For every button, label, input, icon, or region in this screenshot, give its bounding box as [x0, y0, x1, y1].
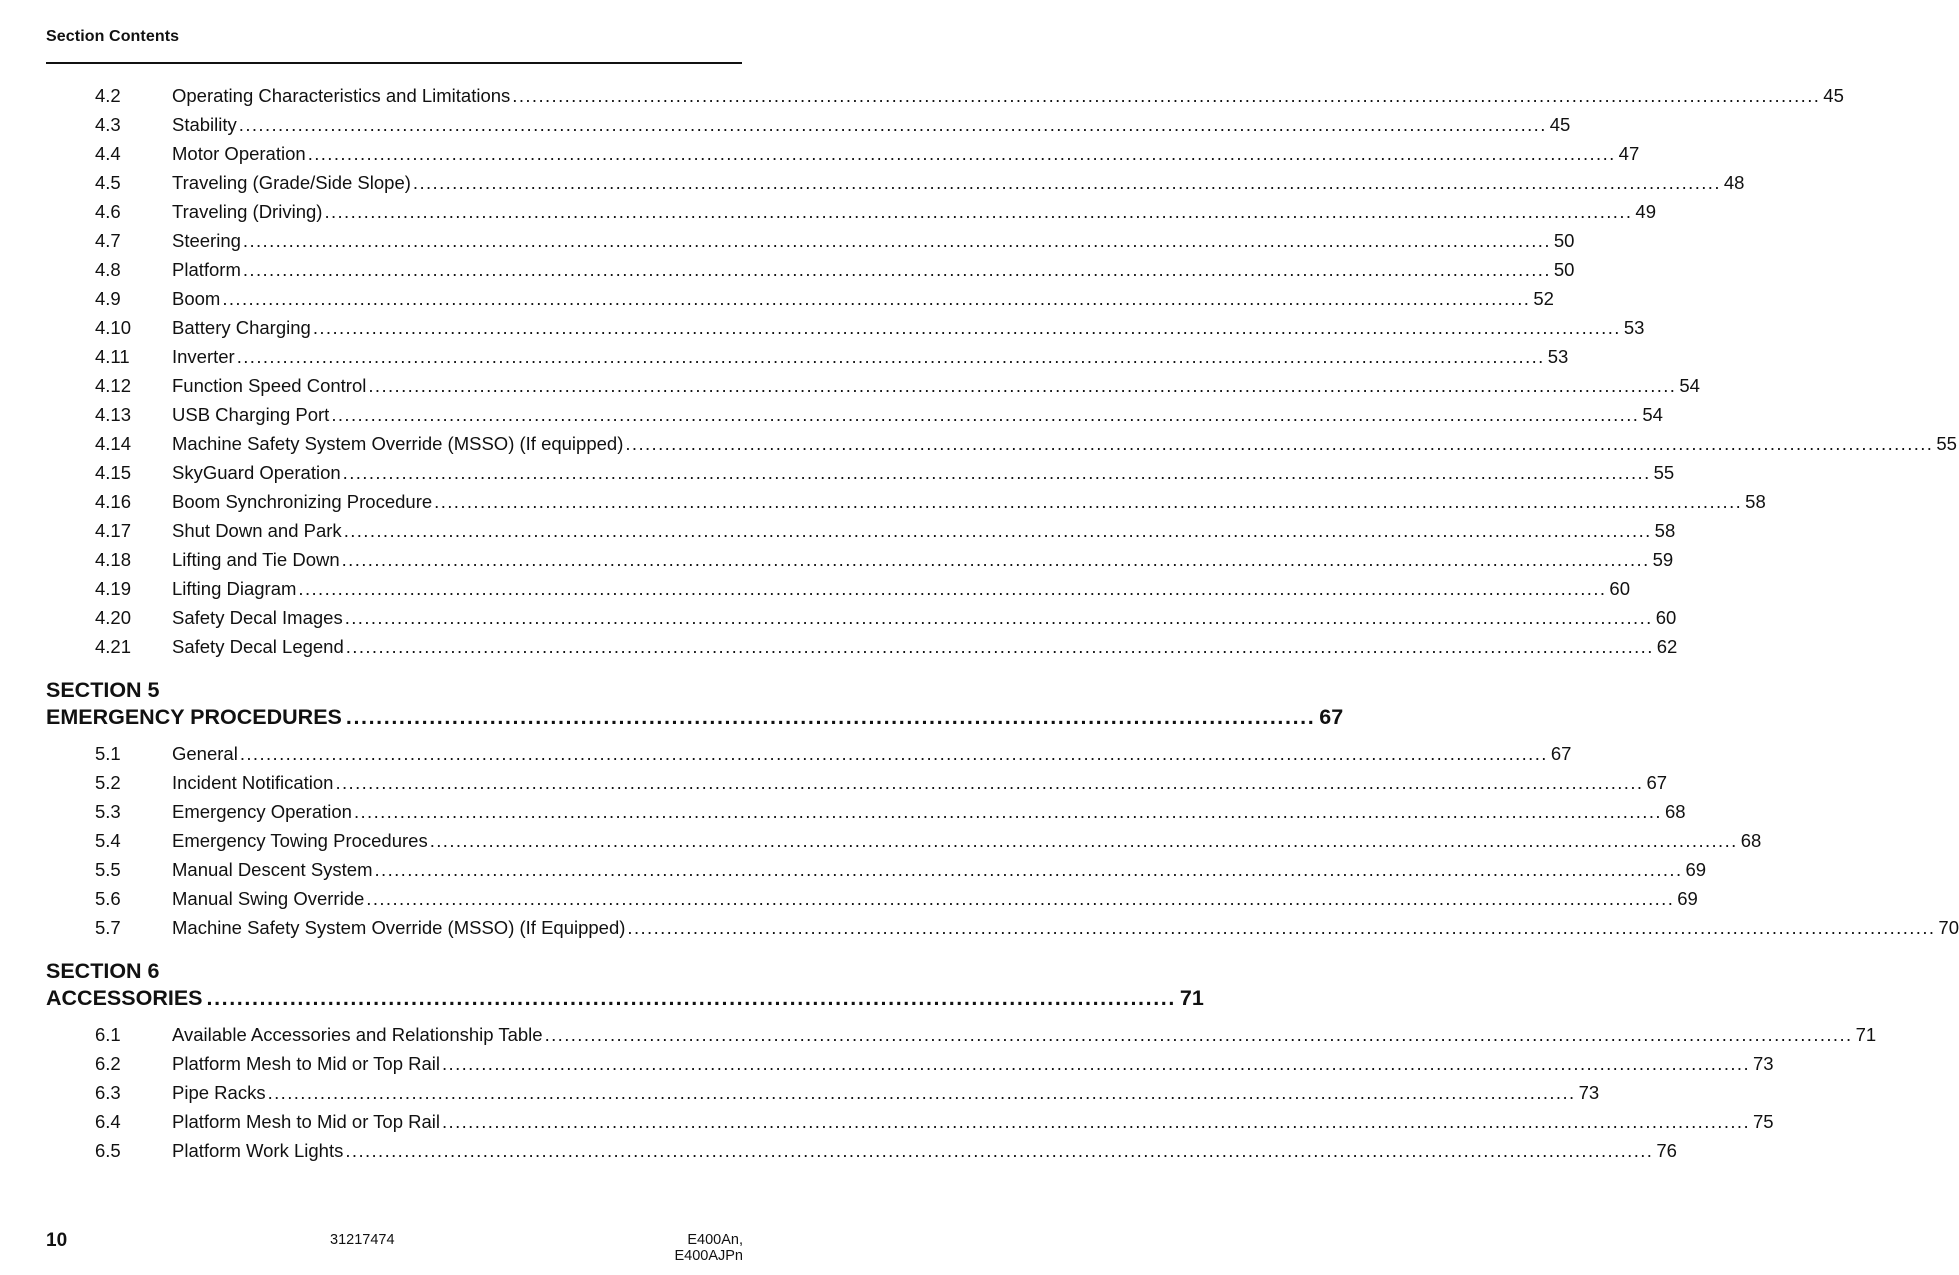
section-5-page: 67	[1319, 705, 1344, 729]
toc-entry[interactable]	[95, 143, 1640, 167]
dot-leader: ........................................................................................................................................................................................................	[239, 743, 1548, 764]
dot-leader: ........................................................................................................................................................................................................	[344, 607, 1653, 628]
dot-leader: ........................................................................................................................................................................................................	[342, 462, 1651, 483]
dot-leader: ........................................................................................................................................................................................................	[429, 830, 1738, 851]
toc-entry-title: Machine Safety System Override (MSSO) (If equipped)	[172, 433, 624, 454]
toc-entry-number: 5.4	[95, 830, 121, 851]
toc-entry-page: 47	[1618, 143, 1640, 164]
toc-entry-title: Available Accessories and Relationship Table	[172, 1024, 543, 1045]
toc-entry-number: 4.2	[95, 85, 121, 106]
dot-leader: ........................................................................................................................................................................................................	[544, 1024, 1853, 1045]
dot-leader: ........................................................................................................................................................................................................	[412, 172, 1721, 193]
dot-leader: ................................................................................................................................	[345, 705, 1316, 729]
toc-entry[interactable]	[95, 1053, 1774, 1077]
dot-leader: ........................................................................................................................................................................................................	[434, 491, 1743, 512]
dot-leader: ........................................................................................................................................................................................................	[368, 375, 1677, 396]
toc-entry[interactable]	[95, 85, 1844, 109]
dot-leader: ........................................................................................................................................................................................................	[345, 636, 1654, 657]
toc-entry-number: 4.16	[95, 491, 132, 512]
toc-entry-page: 48	[1723, 172, 1745, 193]
toc-entry[interactable]	[95, 375, 1700, 399]
dot-leader: ........................................................................................................................................................................................................	[267, 1082, 1576, 1103]
toc-entry[interactable]	[95, 917, 1959, 941]
section-6-label: SECTION 6	[46, 959, 160, 983]
dot-leader: ........................................................................................................................................................................................................	[238, 114, 1547, 135]
dot-leader: ........................................................................................................................................................................................................	[242, 259, 1551, 280]
toc-entry-number: 6.1	[95, 1024, 121, 1045]
toc-entry-page: 68	[1740, 830, 1762, 851]
toc-entry-title: Machine Safety System Override (MSSO) (If Equipped)	[172, 917, 626, 938]
toc-entry-number: 4.11	[95, 346, 130, 367]
dot-leader: ........................................................................................................................................................................................................	[442, 1111, 1750, 1132]
page-header-title: Section Contents	[46, 28, 180, 45]
toc-entry-number: 4.6	[95, 201, 121, 222]
dot-leader: ........................................................................................................................................................................................................	[307, 143, 1616, 164]
toc-entry-number: 4.3	[95, 114, 121, 135]
toc-entry-number: 6.5	[95, 1140, 121, 1161]
footer-page-number: 10	[46, 1230, 68, 1251]
toc-entry-page: 58	[1745, 491, 1766, 512]
dot-leader: ........................................................................................................................................................................................................	[335, 772, 1644, 793]
toc-entry-number: 4.21	[95, 636, 132, 657]
toc-entry[interactable]	[95, 230, 1575, 254]
toc-entry[interactable]	[95, 317, 1645, 341]
toc-entry-number: 4.4	[95, 143, 121, 164]
toc-entry-number: 4.19	[95, 578, 132, 599]
dot-leader: ........................................................................................................................................................................................................	[222, 288, 1531, 309]
dot-leader: ........................................................................................................................................................................................................	[236, 346, 1545, 367]
toc-entry-page: 60	[1609, 578, 1630, 599]
toc-entry-title: Incident Notification	[172, 772, 334, 793]
toc-entry-number: 4.9	[95, 288, 121, 309]
toc-entry[interactable]	[95, 462, 1675, 486]
toc-entry[interactable]	[95, 1024, 1877, 1048]
toc-entry[interactable]	[95, 859, 1707, 883]
footer-doc-number: 31217474	[330, 1232, 395, 1248]
toc-entry-title: Safety Decal Legend	[172, 636, 344, 657]
section-6-page: 71	[1179, 986, 1204, 1010]
dot-leader: ........................................................................................................................................................................................................	[442, 1053, 1750, 1074]
dot-leader: ........................................................................................................................................................................................................	[341, 549, 1650, 570]
toc-entry-page: 53	[1547, 346, 1569, 367]
toc-entry-title: Boom Synchronizing Procedure	[172, 491, 433, 512]
toc-entry-number: 6.2	[95, 1053, 121, 1074]
footer-model: E400An, E400AJPn	[674, 1232, 743, 1264]
toc-entry-title: Stability	[172, 114, 237, 135]
toc-entry-page: 45	[1823, 85, 1844, 106]
toc-entry-page: 67	[1550, 743, 1572, 764]
toc-entry-page: 58	[1654, 520, 1676, 541]
toc-entry-page: 60	[1655, 607, 1677, 628]
toc-entry-page: 71	[1855, 1024, 1877, 1045]
toc-entry[interactable]	[95, 801, 1686, 825]
toc-entry-title: Platform	[172, 259, 241, 280]
toc-entry-number: 4.14	[95, 433, 132, 454]
dot-leader: ........................................................................................................................................................................................................	[625, 433, 1934, 454]
dot-leader: ........................................................................................................................................................................................................	[366, 888, 1675, 909]
toc-entry-title: Boom	[172, 288, 221, 309]
toc-entry-title: Battery Charging	[172, 317, 311, 338]
section-5-label: SECTION 5	[46, 678, 160, 702]
toc-entry[interactable]	[95, 346, 1569, 370]
toc-entry-title: Platform Mesh to Mid or Top Rail	[172, 1111, 441, 1132]
header-rule	[46, 62, 742, 64]
toc-entry-page: 75	[1753, 1111, 1774, 1132]
toc-entry-number: 5.7	[95, 917, 121, 938]
toc-entry-page: 49	[1635, 201, 1656, 222]
toc-entry[interactable]	[95, 636, 1678, 660]
toc-entry-title: Emergency Towing Procedures	[172, 830, 428, 851]
toc-entry[interactable]	[95, 1111, 1774, 1135]
toc-entry-number: 4.10	[95, 317, 132, 338]
toc-entry-title: Safety Decal Images	[172, 607, 343, 628]
dot-leader: ........................................................................................................................................................................................................	[345, 1140, 1654, 1161]
toc-entry-page: 76	[1656, 1140, 1677, 1161]
section-6-title: ACCESSORIES	[46, 986, 203, 1010]
toc-entry-page: 67	[1646, 772, 1668, 793]
toc-entry-title: Manual Descent System	[172, 859, 373, 880]
toc-entry-number: 5.6	[95, 888, 121, 909]
toc-entry[interactable]	[95, 404, 1663, 428]
toc-entry[interactable]	[95, 830, 1762, 854]
toc-entry-number: 6.4	[95, 1111, 121, 1132]
toc-entry-title: Pipe Racks	[172, 1082, 266, 1103]
toc-entry-title: Steering	[172, 230, 241, 251]
toc-entry-number: 4.18	[95, 549, 132, 570]
toc-entry-number: 5.5	[95, 859, 121, 880]
toc-entry-page: 50	[1553, 230, 1575, 251]
toc-entry[interactable]	[95, 172, 1745, 196]
toc-entry[interactable]	[95, 288, 1554, 312]
toc-entry-number: 5.2	[95, 772, 121, 793]
dot-leader: ........................................................................................................................................................................................................	[331, 404, 1640, 425]
section-5-title: EMERGENCY PROCEDURES	[46, 705, 342, 729]
toc-entry-title: Motor Operation	[172, 143, 306, 164]
toc-entry-page: 70	[1938, 917, 1959, 938]
toc-entry-page: 54	[1679, 375, 1700, 396]
toc-entry-number: 4.12	[95, 375, 132, 396]
toc-entry[interactable]	[95, 772, 1668, 796]
dot-leader: ........................................................................................................................................................................................................	[242, 230, 1551, 251]
toc-entry[interactable]	[95, 578, 1630, 602]
toc-entry-page: 73	[1753, 1053, 1774, 1074]
toc-entry[interactable]	[95, 888, 1698, 912]
toc-entry[interactable]	[95, 549, 1674, 573]
toc-entry-number: 4.5	[95, 172, 121, 193]
toc-entry[interactable]	[95, 1082, 1600, 1106]
toc-entry[interactable]	[95, 520, 1676, 544]
toc-entry-page: 73	[1578, 1082, 1600, 1103]
toc-entry-page: 55	[1936, 433, 1957, 454]
dot-leader: ........................................................................................................................................................................................................	[353, 801, 1662, 822]
toc-entry-page: 55	[1653, 462, 1675, 483]
dot-leader: ........................................................................................................................................................................................................	[312, 317, 1621, 338]
toc-entry-number: 5.3	[95, 801, 121, 822]
toc-entry-title: Lifting and Tie Down	[172, 549, 340, 570]
toc-entry-title: Inverter	[172, 346, 235, 367]
toc-entry-title: Shut Down and Park	[172, 520, 342, 541]
toc-entry-page: 59	[1652, 549, 1674, 570]
dot-leader: ........................................................................................................................................................................................................	[374, 859, 1683, 880]
toc-entry-title: USB Charging Port	[172, 404, 330, 425]
dot-leader: ........................................................................................................................................................................................................	[298, 578, 1607, 599]
toc-entry-page: 52	[1533, 288, 1554, 309]
toc-entry-page: 69	[1677, 888, 1698, 909]
toc-entry[interactable]	[95, 743, 1572, 767]
dot-leader: ........................................................................................................................................................................................................	[324, 201, 1633, 222]
toc-entry-page: 68	[1664, 801, 1686, 822]
toc-entry-title: SkyGuard Operation	[172, 462, 341, 483]
toc-entry-title: Function Speed Control	[172, 375, 367, 396]
toc-entry-title: Lifting Diagram	[172, 578, 297, 599]
toc-entry-number: 6.3	[95, 1082, 121, 1103]
toc-entry-page: 69	[1685, 859, 1707, 880]
toc-entry-title: General	[172, 743, 238, 764]
toc-entry-title: Manual Swing Override	[172, 888, 365, 909]
toc-entry-number: 4.17	[95, 520, 132, 541]
dot-leader: ........................................................................................................................................................................................................	[627, 917, 1936, 938]
section-5-heading[interactable]	[46, 705, 1344, 733]
toc-entry-number: 4.13	[95, 404, 132, 425]
toc-entry-page: 54	[1642, 404, 1663, 425]
toc-entry-title: Platform Mesh to Mid or Top Rail	[172, 1053, 441, 1074]
toc-entry-page: 45	[1549, 114, 1571, 135]
toc-entry-number: 5.1	[95, 743, 121, 764]
toc-entry-number: 4.20	[95, 607, 132, 628]
toc-entry-number: 4.8	[95, 259, 121, 280]
toc-entry-page: 53	[1623, 317, 1645, 338]
toc-entry-title: Platform Work Lights	[172, 1140, 344, 1161]
toc-entry[interactable]	[95, 433, 1957, 457]
toc-entry-title: Emergency Operation	[172, 801, 352, 822]
section-6-heading[interactable]	[46, 986, 1204, 1014]
toc-entry-title: Traveling (Grade/Side Slope)	[172, 172, 411, 193]
toc-entry[interactable]	[95, 491, 1766, 515]
toc-entry[interactable]	[95, 114, 1571, 138]
toc-entry[interactable]	[95, 201, 1656, 225]
toc-entry-title: Traveling (Driving)	[172, 201, 323, 222]
dot-leader: ........................................................................................................................................................................................................	[512, 85, 1821, 106]
toc-entry-number: 4.15	[95, 462, 132, 483]
toc-entry[interactable]	[95, 607, 1677, 631]
toc-entry-page: 62	[1656, 636, 1678, 657]
dot-leader: ................................................................................................................................	[206, 986, 1176, 1010]
toc-entry[interactable]	[95, 259, 1575, 283]
dot-leader: ........................................................................................................................................................................................................	[343, 520, 1652, 541]
toc-entry-number: 4.7	[95, 230, 121, 251]
toc-entry-page: 50	[1553, 259, 1575, 280]
toc-entry-title: Operating Characteristics and Limitations	[172, 85, 511, 106]
toc-entry[interactable]	[95, 1140, 1677, 1164]
